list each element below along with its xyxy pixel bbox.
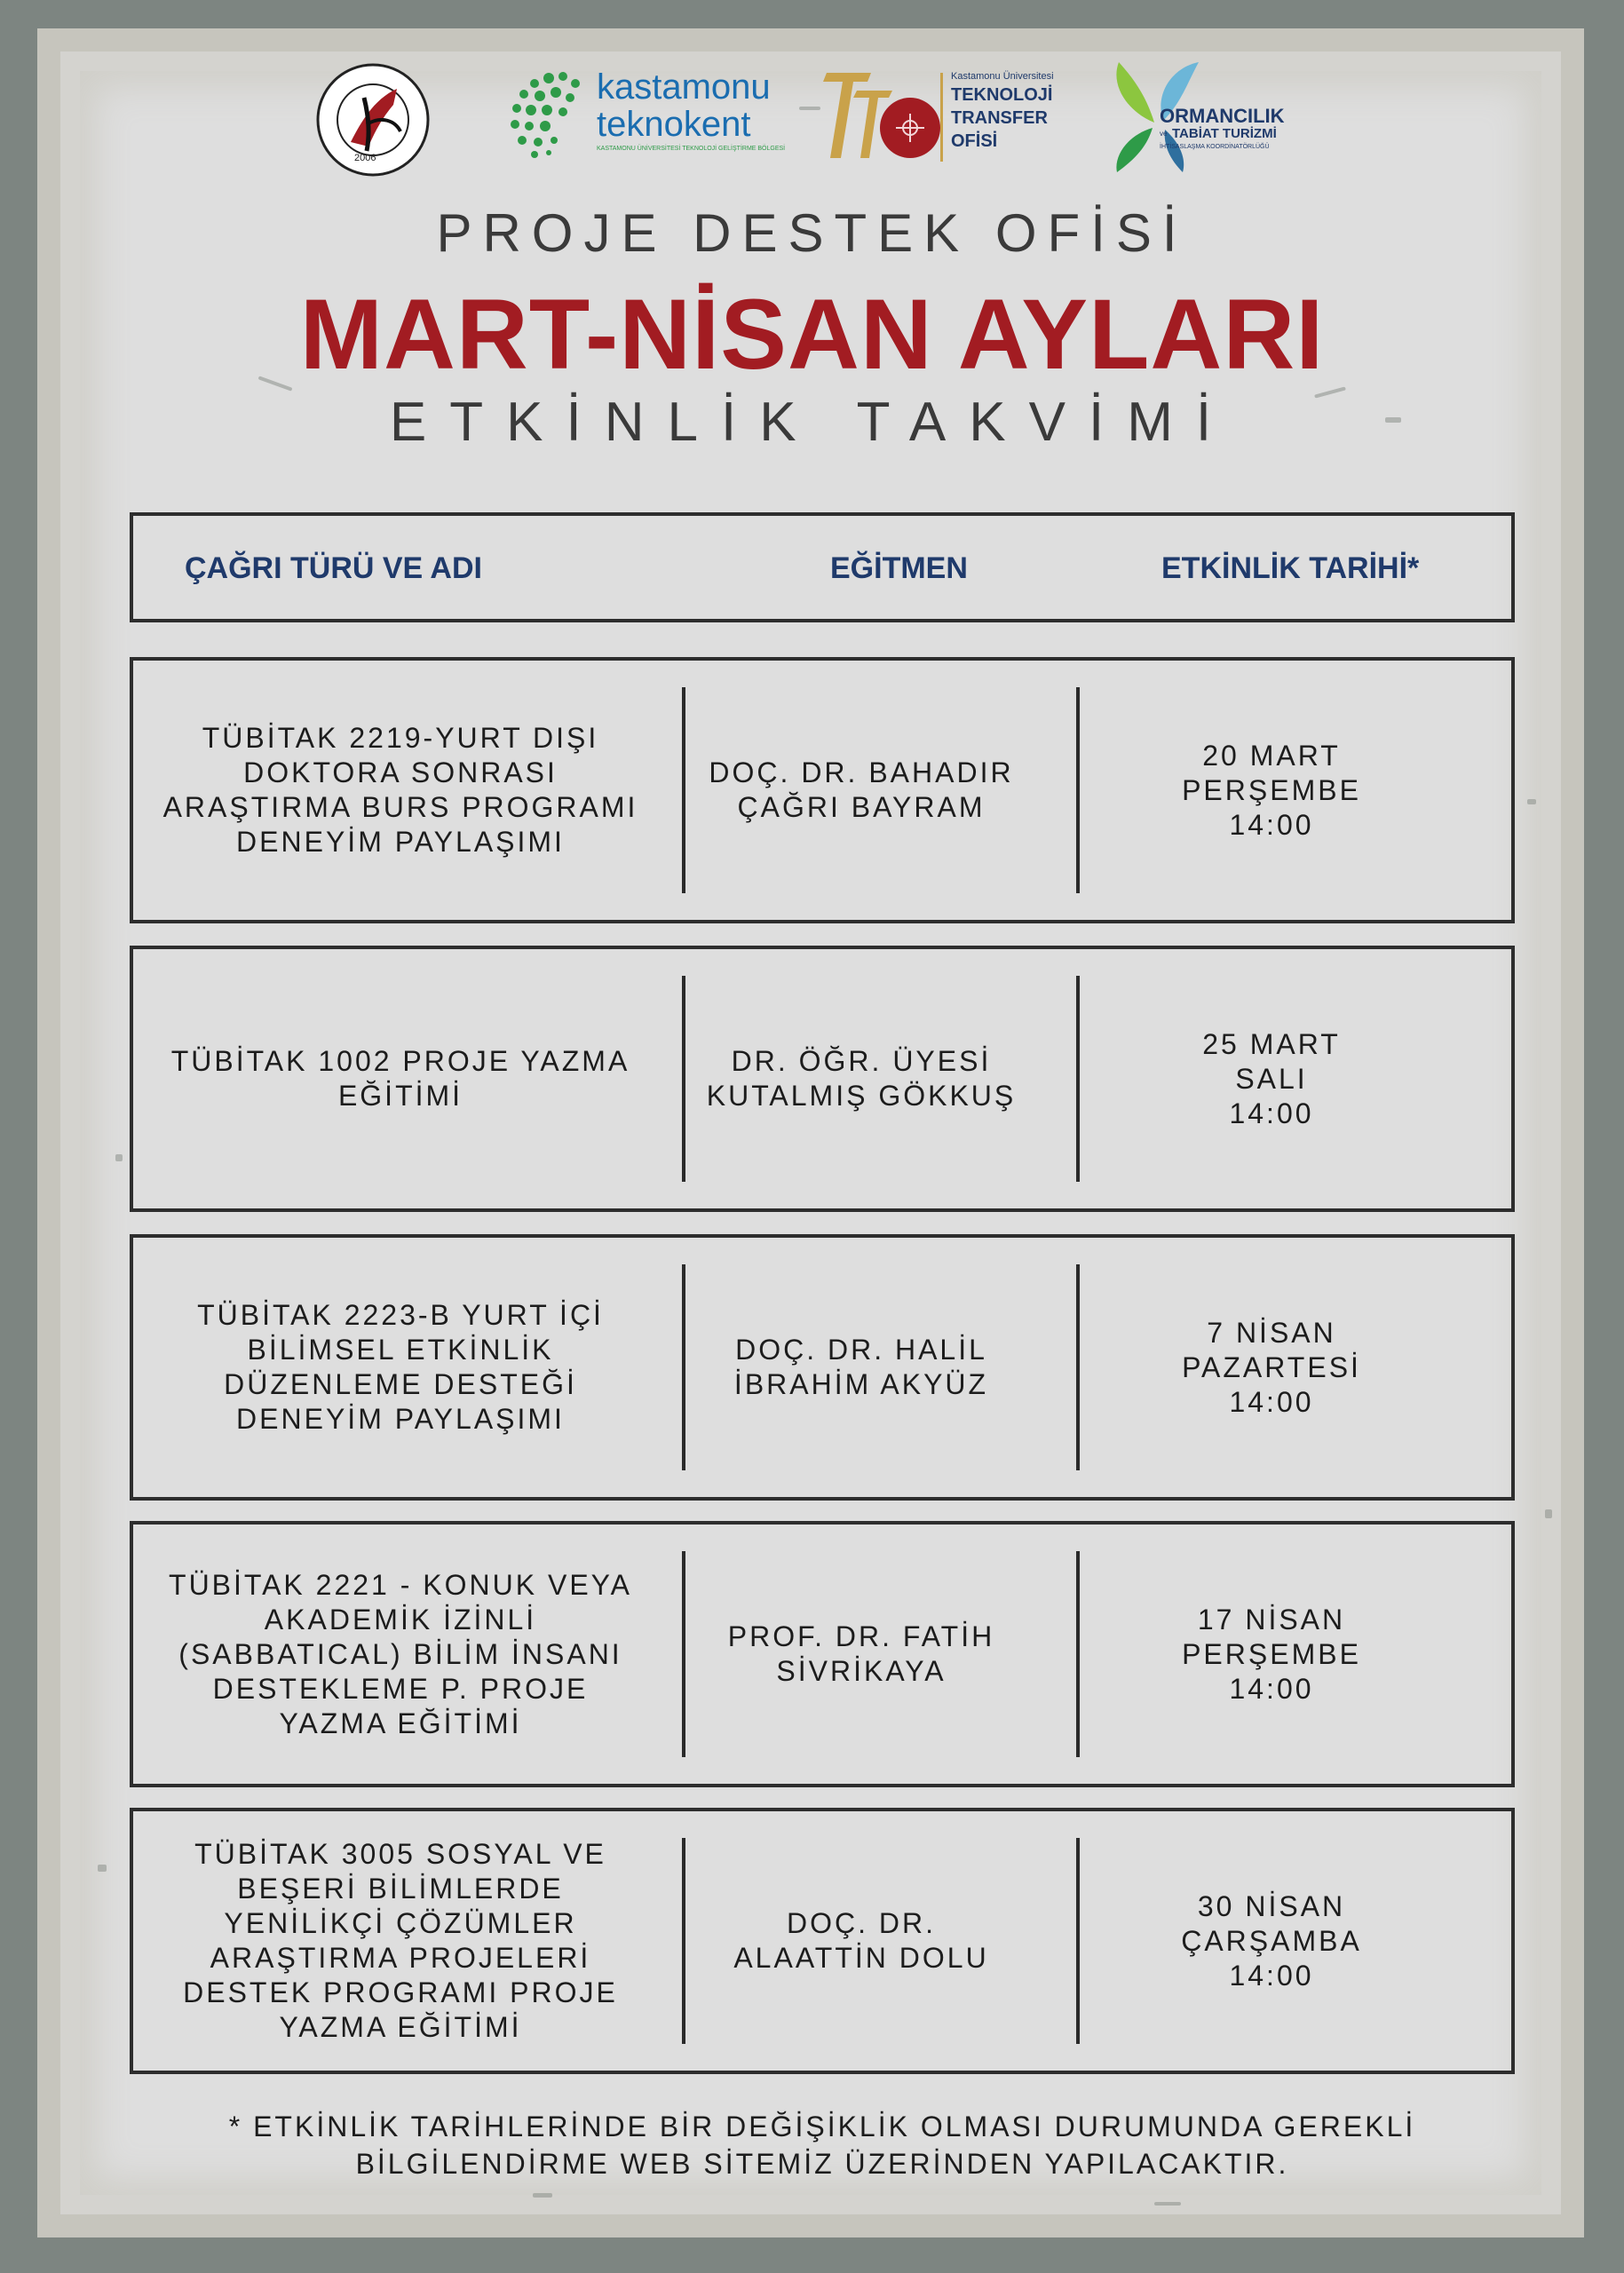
row-call-name: TÜBİTAK 2221 - KONUK VEYA AKADEMİK İZİNLİ (SABBATICAL) BİLİM İNSANI DESTEKLEME P. PROJE YAZMA EĞİTİMİ [169, 1568, 632, 1739]
teknokent-dots-icon [504, 66, 602, 163]
footnote-line-1: * ETKİNLİK TARİHLERİNDE BİR DEĞİŞİKLİK OLMASI DURUMUNDA GEREKLİ [228, 2111, 1416, 2142]
teknokent-name-2: teknokent [597, 105, 751, 144]
university-logo [315, 62, 431, 178]
table-header [130, 512, 1515, 622]
tto-line-ofisi: OFİSİ [951, 131, 998, 151]
table-row [130, 1521, 1515, 1787]
row-date: 7 NİSAN PAZARTESİ 14:00 [1182, 1316, 1361, 1418]
table-row [130, 1234, 1515, 1501]
column-header-call: ÇAĞRI TÜRÜ VE ADI [185, 551, 482, 585]
footnote-line-2: BİLGİLENDİRME WEB SİTEMİZ ÜZERİNDEN YAPILACAKTIR. [355, 2148, 1289, 2180]
office-title: PROJE DESTEK OFİSİ [436, 203, 1188, 263]
ormancilik-title: ORMANCILIK [1160, 105, 1285, 127]
ormancilik-ve: ve [1160, 130, 1168, 138]
row-call-name: TÜBİTAK 2223-B YURT İÇİ BİLİMSEL ETKİNLİK DÜZENLEME DESTEĞİ DENEYİM PAYLAŞIMI [197, 1299, 604, 1435]
logo-row [0, 62, 1624, 178]
university-year: 2006 [354, 153, 376, 163]
row-trainer: DOÇ. DR. BAHADIR ÇAĞRI BAYRAM [709, 756, 1014, 823]
footnote [130, 2108, 1515, 2182]
row-date: 17 NİSAN PERŞEMBE 14:00 [1182, 1603, 1361, 1705]
tto-line-teknoloji: TEKNOLOJİ [951, 85, 1053, 105]
teknokent-logo [504, 62, 786, 178]
row-trainer: DOÇ. DR. HALİL İBRAHİM AKYÜZ [733, 1334, 989, 1400]
tto-emblem-icon [821, 69, 946, 167]
tto-logo [821, 62, 1052, 178]
row-date: 25 MART SALI 14:00 [1202, 1027, 1341, 1129]
table-row [130, 946, 1515, 1212]
column-header-trainer: EĞİTMEN [830, 551, 968, 585]
calendar-subtitle: ETKİNLİK TAKVİMİ [389, 392, 1235, 453]
row-trainer: DR. ÖĞR. ÜYESİ KUTALMIŞ GÖKKUŞ [706, 1045, 1017, 1112]
tto-university: Kastamonu Üniversitesi [951, 71, 1054, 82]
ormancilik-coordination: İHTİSASLAŞMA KOORDİNATÖRLÜĞÜ [1160, 144, 1270, 150]
row-call-name: TÜBİTAK 1002 PROJE YAZMA EĞİTİMİ [170, 1045, 630, 1112]
main-title: MART-NİSAN AYLARI [299, 279, 1325, 390]
row-call-name: TÜBİTAK 3005 SOSYAL VE BEŞERİ BİLİMLERDE YENİLİKÇİ ÇÖZÜMLER ARAŞTIRMA PROJELERİ DESTEK PROGRAMI PROJE YAZMA EĞİTİMİ [183, 1838, 618, 2043]
row-call-name: TÜBİTAK 2219-YURT DIŞI DOKTORA SONRASI ARAŞTIRMA BURS PROGRAMI DENEYİM PAYLAŞIMI [162, 722, 638, 858]
ormancilik-logo [1101, 59, 1314, 183]
teknokent-name-1: kastamonu [597, 67, 771, 107]
row-date: 20 MART PERŞEMBE 14:00 [1182, 739, 1361, 841]
row-trainer: PROF. DR. FATİH SİVRİKAYA [727, 1620, 995, 1687]
row-date: 30 NİSAN ÇARŞAMBA 14:00 [1181, 1889, 1362, 1992]
teknokent-tagline: KASTAMONU ÜNİVERSİTESİ TEKNOLOJİ GELİŞTİRME BÖLGESİ [597, 146, 786, 152]
table-row [130, 1808, 1515, 2074]
tto-line-transfer: TRANSFER [951, 108, 1048, 128]
ormancilik-subtitle: TABİAT TURİZMİ [1172, 126, 1277, 141]
column-header-date: ETKİNLİK TARİHİ* [1161, 551, 1420, 585]
row-trainer: DOÇ. DR. ALAATTİN DOLU [733, 1907, 989, 1974]
table-row [130, 657, 1515, 923]
